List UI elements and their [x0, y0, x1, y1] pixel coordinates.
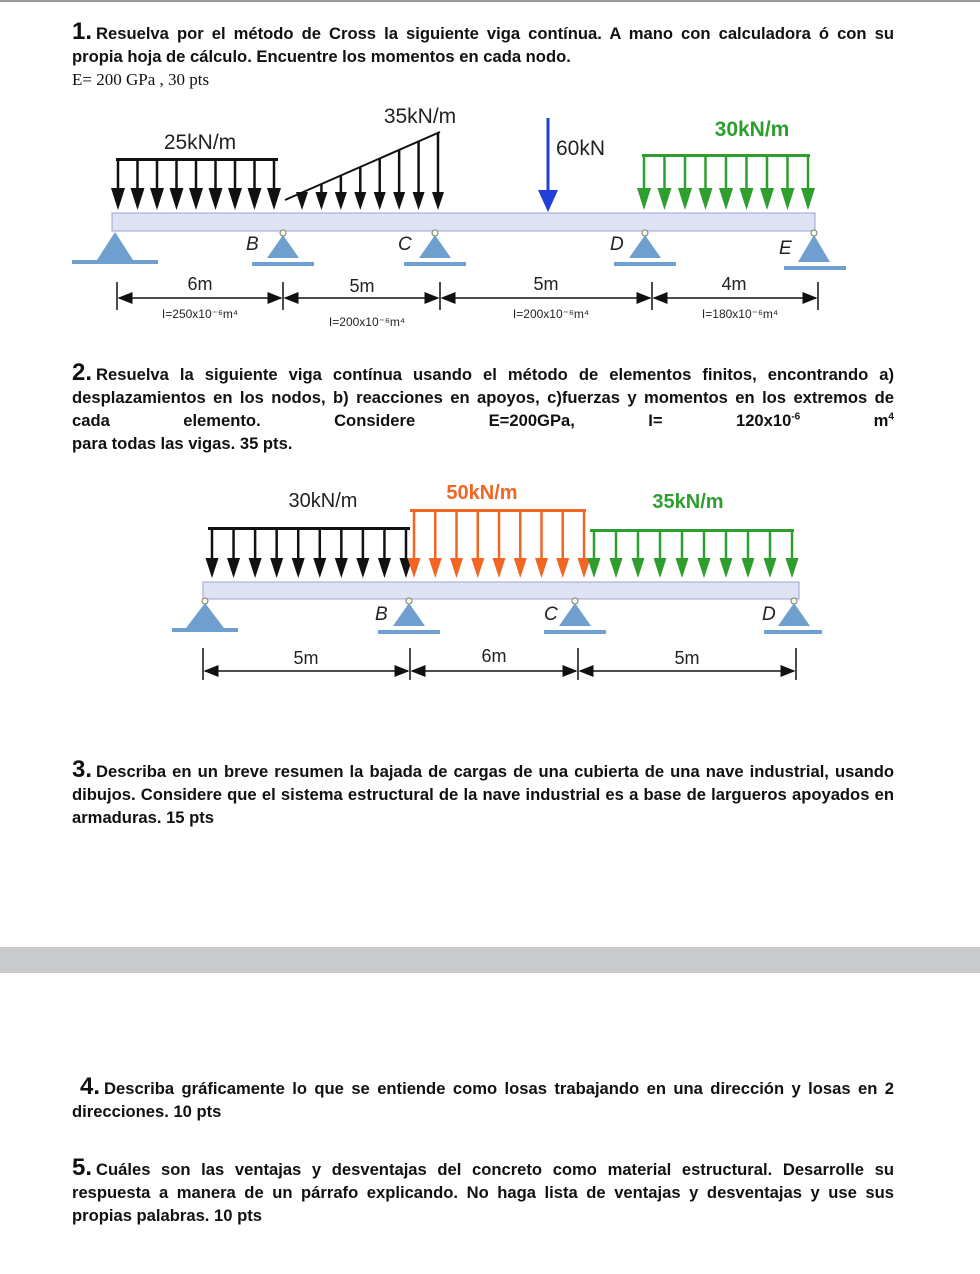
load-arrow	[676, 531, 689, 578]
inertia-value: 120x10	[735, 411, 792, 430]
udl-30-load-black	[206, 527, 413, 578]
beam-diagram-1	[60, 95, 860, 335]
beam-2	[203, 582, 799, 599]
inertia-unit-exponent: 4	[888, 411, 894, 423]
node-label-d: D	[762, 604, 776, 625]
load-arrow	[315, 184, 327, 210]
inertia-label-4: I=180x10⁻⁶m⁴	[701, 307, 779, 321]
question-text: Describa gráficamente lo que se entiende como losas trabajando en una dirección y losas en 2 direcciones. 10 pts	[72, 1079, 894, 1121]
question-number: 2.	[72, 359, 93, 386]
load-label-35: 35kN/m	[652, 491, 724, 513]
node-label-b: B	[246, 234, 259, 255]
load-label-25: 25kN/m	[163, 131, 237, 154]
load-label-60: 60kN	[556, 137, 606, 160]
span-label-1: 5m	[293, 648, 319, 668]
question-number: 3.	[72, 756, 93, 783]
udl-25-load	[111, 158, 281, 210]
beam-diagram-2	[160, 470, 840, 690]
load-arrow	[248, 160, 262, 210]
load-arrow	[493, 511, 506, 578]
load-label-30: 30kN/m	[714, 118, 790, 141]
question-text: Describa en un breve resumen la bajada de cargas de una cubierta de una nave industrial, usando dibujos. Considere que el sistema estructural de la nave industrial es a base de largueros apoyados en armaduras. 15 pts	[72, 762, 894, 827]
question-5	[72, 1156, 894, 1227]
span-label-1: 6m	[187, 274, 213, 294]
question-3	[72, 758, 894, 829]
load-arrow	[535, 511, 548, 578]
load-arrow	[313, 529, 326, 578]
load-arrow	[801, 156, 815, 210]
load-arrow	[654, 531, 667, 578]
node-label-b: B	[375, 604, 388, 625]
question-text-end: para todas las vigas. 35 pts.	[72, 434, 293, 453]
question-number: 4.	[80, 1073, 101, 1100]
load-arrow	[206, 529, 219, 578]
load-arrow	[189, 160, 203, 210]
node-label-d: D	[610, 234, 624, 255]
span-label-3: 5m	[533, 274, 559, 294]
load-arrow	[637, 156, 651, 210]
load-arrow	[578, 511, 591, 578]
load-arrow	[267, 160, 281, 210]
page-separator	[0, 947, 980, 973]
load-arrow	[698, 531, 711, 578]
udl-50-load-orange	[408, 509, 591, 578]
question-subtext: E= 200 GPa , 30 pts	[72, 70, 210, 89]
inertia-label-1: I=250x10⁻⁶m⁴	[161, 307, 239, 321]
support-b-roller	[252, 230, 314, 266]
support-c-roller	[404, 230, 466, 266]
load-arrow	[678, 156, 692, 210]
support-a-pin	[72, 232, 158, 264]
load-label-50: 50kN/m	[446, 482, 518, 504]
load-arrow	[786, 531, 799, 578]
udl-35-load-green	[588, 529, 799, 578]
load-arrow	[296, 192, 308, 210]
load-arrow	[228, 160, 242, 210]
question-1	[72, 20, 894, 91]
load-arrow	[111, 160, 125, 210]
load-arrow	[374, 158, 386, 210]
load-arrow	[699, 156, 713, 210]
udl-30-load	[637, 154, 815, 210]
question-text: Resuelva por el método de Cross la siguiente viga contínua. A mano con calculadora ó con su propia hoja de cálculo. Encuentre los momentos en cada nodo.	[72, 24, 894, 66]
load-arrow	[719, 156, 733, 210]
load-arrow	[781, 156, 795, 210]
load-arrow	[356, 529, 369, 578]
inertia-unit: m	[873, 411, 889, 430]
load-arrow	[556, 511, 569, 578]
top-border	[0, 0, 980, 2]
load-arrow	[335, 529, 348, 578]
beam-1	[112, 213, 815, 231]
load-arrow	[432, 133, 444, 210]
span-label-2: 6m	[481, 646, 507, 666]
question-2	[72, 361, 894, 455]
span-label-4: 4m	[721, 274, 747, 294]
span-label-3: 5m	[674, 648, 700, 668]
load-arrow	[658, 156, 672, 210]
dimension-lines-1	[117, 282, 818, 310]
question-number: 1.	[72, 18, 93, 45]
question-text: Cuáles son las ventajas y desventajas del concreto como material estructural. Desarrolle su respuesta a manera de un párrafo explicando. No haga lista de ventajas y desventajas y use sus propias palabras. 10 pts	[72, 1160, 894, 1225]
load-arrow	[764, 531, 777, 578]
inertia-label-3: I=200x10⁻⁶m⁴	[512, 307, 590, 321]
load-arrow	[209, 160, 223, 210]
load-arrow	[742, 531, 755, 578]
question-number: 5.	[72, 1154, 93, 1181]
load-arrow	[413, 141, 425, 210]
load-arrow	[610, 531, 623, 578]
load-arrow	[740, 156, 754, 210]
load-arrow	[270, 529, 283, 578]
load-label-30: 30kN/m	[288, 490, 358, 512]
load-arrow	[632, 531, 645, 578]
load-arrow	[227, 529, 240, 578]
load-arrow	[471, 511, 484, 578]
span-label-2: 5m	[349, 276, 375, 296]
load-arrow	[514, 511, 527, 578]
triangular-load-35	[285, 132, 444, 210]
point-load-60	[538, 118, 558, 212]
load-arrow	[150, 160, 164, 210]
inertia-label-2: I=200x10⁻⁶m⁴	[328, 315, 406, 329]
load-arrow	[292, 529, 305, 578]
support-a-pin	[172, 598, 238, 632]
load-label-35: 35kN/m	[383, 105, 457, 128]
load-arrow	[393, 150, 405, 210]
load-arrow	[720, 531, 733, 578]
load-arrow	[170, 160, 184, 210]
node-label-c: C	[398, 234, 412, 255]
question-4	[72, 1075, 894, 1123]
load-arrow	[131, 160, 145, 210]
load-arrow	[408, 511, 421, 578]
load-arrow	[249, 529, 262, 578]
load-arrow	[335, 175, 347, 210]
load-arrow	[354, 167, 366, 210]
question-text: Resuelva la siguiente viga contínua usando el método de elementos finitos, encontrando a) desplazamientos en los nodos, b) reacciones en apoyos, c)fuerzas y momentos en los extremos de cada elemento. Considere E=200GPa, I=	[72, 365, 894, 430]
load-arrow	[378, 529, 391, 578]
load-arrow	[429, 511, 442, 578]
load-arrow	[400, 529, 413, 578]
node-label-c: C	[544, 604, 558, 625]
load-arrow	[760, 156, 774, 210]
load-arrow	[450, 511, 463, 578]
load-arrow	[588, 531, 601, 578]
inertia-exponent: -6	[791, 411, 801, 423]
node-label-e: E	[779, 238, 792, 259]
support-e-roller	[784, 230, 846, 270]
